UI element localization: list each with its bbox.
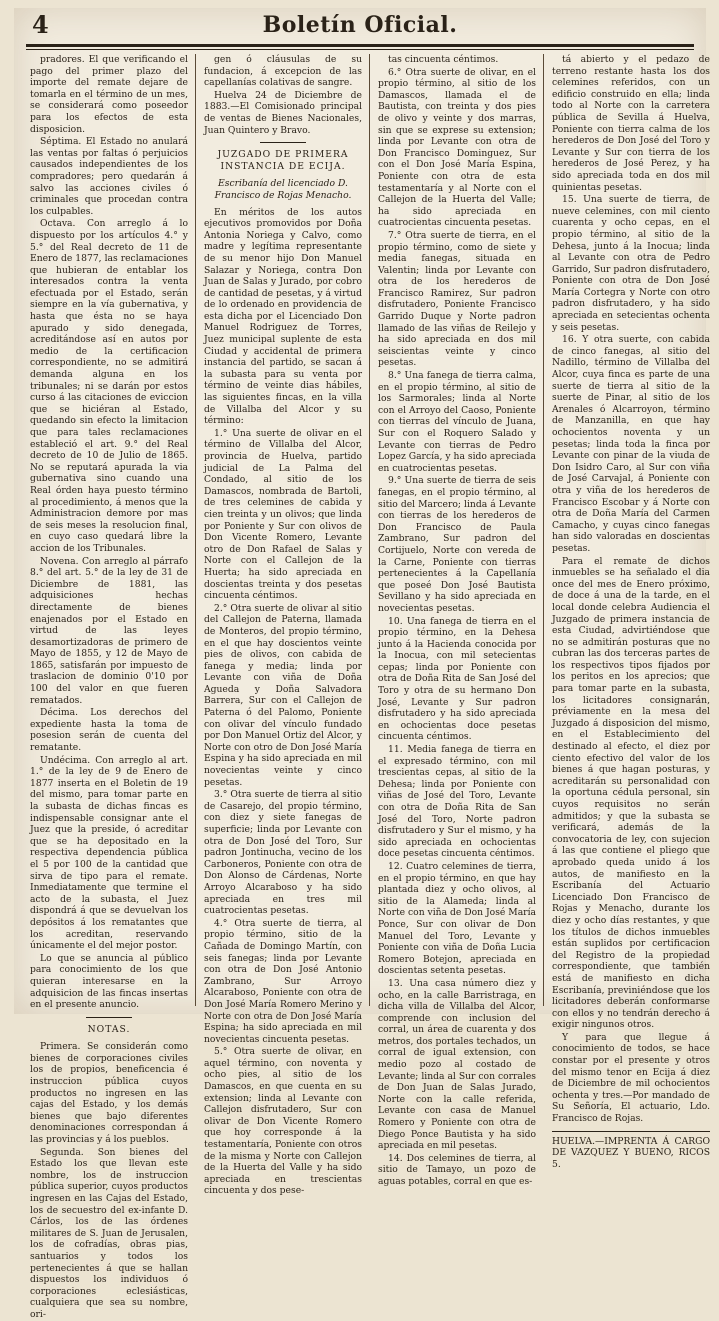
columns-container xyxy=(26,54,710,1320)
col1-notes xyxy=(30,1041,188,1320)
header-rule-thin xyxy=(26,49,694,50)
paragraph: 10. Una fanega de tierra en el propio término, en la Dehesa junto á la Hacienda conocida por la Inocua, con mil setecientas cepas; linda por Poniente con otra de Doña Rita de San José del Toro y otra de su hermano Don José, Levante y Sur padron disfrutadero y ha sido apreciada en ochocientas doce pesetas cincuenta céntimos. xyxy=(378,615,536,743)
paragraph: 4.° Otra suerte de tierra, al propio término, sitio de la Cañada de Domingo Martín, con seis fanegas; linda por Levante con otra de Don José Antonio Zambrano, Sur Arroyo Alcaraboso, Poniente con otra de Don José María Romero Merino y Norte con otra de Don José María Espina; ha sido apreciada en mil novecientas cincuenta pesetas. xyxy=(204,917,362,1045)
column-1 xyxy=(30,54,188,1320)
col1-body xyxy=(30,54,188,1011)
paragraph: 15. Una suerte de tierra, de nueve celemines, con mil ciento cuarenta y ocho cepas, en el propio término, al sitio de la Dehesa, junto á la Inocua; linda al Levante con otra de Pedro Garrido, Sur padron disfrutadero, Poniente con otra de Don José María Cortegra y Norte con otro padron disfrutadero, y ha sido apreciada en setecientas ochenta y seis pesetas. xyxy=(552,194,710,333)
section-subtitle: Escribanía del licenciado D. Francisco de Rojas Menacho. xyxy=(214,178,352,201)
page-number: 4 xyxy=(32,10,49,39)
paragraph: Undécima. Con arreglo al art. 1.° de la ley de 9 de Enero de 1877 inserta en el Boletin de 19 del mismo, para tomar parte en la subasta de dichas fincas es indispensable consignar ante el Juez que la preside, ó acreditar que se ha depositado en la respectiva dependencia pública el 5 por 100 de la cantidad que sirva de tipo para el remate. Inmediatamente que termine el acto de la subasta, el Juez dispondrá á que se devuelvan los depósitos á los rematantes que los acreditan, reservando únicamente el del mejor postor. xyxy=(30,754,188,952)
col2-body xyxy=(204,207,362,1197)
paragraph: 3.° Otra suerte de tierra al sitio de Casarejo, del propio término, con diez y siete fanegas de superficie; linda por Levante con otra de Don José del Toro, Sur padron Jontinucha, vecino de los Carboneros, Poniente con otra de Don Alonso de Cárdenas, Norte Arroyo Alcaraboso y ha sido apreciada en tres mil cuatrocientas pesetas. xyxy=(204,789,362,917)
paragraph: 11. Media fanega de tierra en el expresado término, con mil trescientas cepas, al sitio de la Dehesa; linda por Poniente con viñas de José del Toro, Levante con otra de Doña Rita de San José del Toro, Norte padron disfrutadero y Sur el mismo, y ha sido apreciada en ochocientas doce pesetas cincuenta céntimos. xyxy=(378,744,536,860)
paragraph: 8.° Una fanega de tierra calma, en el propio término, al sitio de los Sarmorales; linda al Norte con el Arroyo del Caoso, Poniente con tierras del vínculo de Juana, Sur con el Roquero Salado y Levante con tierras de Pedro Lopez García, y ha sido apreciada en cuatrocientas pesetas. xyxy=(378,370,536,474)
paragraph: 13. Una casa número diez y ocho, en la calle Barristraga, en dicha villa de Villalba del Alcor, comprende con inclusion del corral, un área de cuarenta y dos metros, dos portales techados, un corral de igual extension, con medio pozo al costado de Levante; linda al Sur con corrales de Don Juan de Salas Jurado, Norte con la calle referida, Levante con casa de Manuel Romero y Poniente con otra de Diego Ponce Bautista y ha sido apreciada en mil pesetas. xyxy=(378,977,536,1152)
masthead xyxy=(14,8,706,48)
paragraph: Séptima. El Estado no anulará las ventas por faltas ó perjuicios causados independientes de los compradores; pero quedarán á salvo las acciones civiles ó criminales que procedan contra los culpables. xyxy=(30,136,188,217)
paragraph: 5.° Otra suerte de olivar, en aquel término, con noventa y ocho pies, al sitio de los Damascos, en que cuenta en su extension; linda al Levante con Callejon disfrutadero, Sur con olivar de Don Vicente Romero que hoy corresponde á la testamentaría, Poniente con otros de la misma y Norte con Callejon de la Huerta del Valle y ha sido apreciada en trescientas cincuenta y dos pese- xyxy=(204,1046,362,1197)
paragraph: Huelva 24 de Diciembre de 1883.—El Comisionado principal de ventas de Bienes Nacionales, Juan Quintero y Bravo. xyxy=(204,89,362,136)
paragraph: Segunda. Son bienes del Estado los que llevan este nombre, los de instruccion pública superior, cuyos productos ingresen en las Cajas del Estado, los de secuestro del ex-infante D. Cárlos, los de las órdenes militares de S. Juan de Jerusalen, los de cofradías, obras pias, santuarios y todos los pertenecientes á que se hallan dispuestos los individuos ó corporaciones eclesiásticas, cualquiera que sea su nombre, ori- xyxy=(30,1146,188,1320)
paragraph: Primera. Se considerán como bienes de corporaciones civiles los de propios, beneficencia é instruccion pública cuyos productos no ingresen en las cajas del Estado, y los demás bienes que bajo diferentes denominaciones correspondan á las provincias y á los pueblos. xyxy=(30,1041,188,1146)
publication-title: Boletín Oficial. xyxy=(262,12,458,38)
notes-title: NOTAS. xyxy=(87,1023,131,1035)
paragraph: 9.° Una suerte de tierra de seis fanegas, en el propio término, al sitio del Marcero; linda á Levante con tierras de los herederos de Don Francisco de Paula Zambrano, Sur padron del Cortijuelo, Norte con vereda de la Carne, Poniente con tierras pertenecientes á la Capellanía que poseé Don José Bautista Sevillano y ha sido apreciada en novecientas pesetas. xyxy=(378,475,536,614)
paragraph: tas cincuenta céntimos. xyxy=(388,54,499,65)
paragraph: En méritos de los autos ejecutivos promovidos por Doña Antonia Noriega y Calvo, como madre y legítima representante de su menor hijo Don Manuel Salazar y Noriega, contra Don Juan de Salas y Jurado, por cobro de cantidad de pesetas, y á virtud de lo ordenado en providencia de esta dicha por el Licenciado Don Manuel Rodriguez de Torres, Juez municipal suplente de esta Ciudad y accidental de primera instancia del partido, se sacan á la subasta para su venta por término de veinte dias hábiles, las siguientes fincas, en la villa de Villalba del Alcor y su término: xyxy=(204,206,362,427)
printer-imprint: HUELVA.—IMPRENTA Á CARGO DE VAZQUEZ Y BUENO, RICOS 5. xyxy=(552,1135,710,1170)
col2-intro xyxy=(204,54,362,136)
paragraph: 1.° Una suerte de olivar en el término de Villalba del Alcor, provincia de Huelva, partido judicial de La Palma del Condado, al sitio de los Damascos, nombrada de Bartoli, de tres celemines de cabida y cien treinta y un olivos; que linda por Poniente y Sur con olivos de Don Vicente Romero, Levante otro de Don Rafael de Salas y Norte con el Callejon de la Huerta; ha sido apreciada en doscientas treinta y dos pesetas cincuenta céntimos. xyxy=(204,427,362,602)
paragraph: pradores. El que verificando el pago del primer plazo del importe del remate dejare de tomarla en el término de un mes, se considerará como poseedor para los efectos de esta disposicion. xyxy=(30,54,188,135)
newspaper-page xyxy=(14,8,710,1320)
separator-rule xyxy=(86,1017,132,1018)
paragraph: Para el remate de dichos inmuebles se ha señalado el dia once del mes de Enero próximo, de doce á una de la tarde, en el local donde celebra Audiencia el Juzgado de primera instancia de esta Ciudad, advirtiéndose que no se admitirán posturas que no cubran las dos terceras partes de los respectivos tipos fijados por los peritos en los aprecios; que para tomar parte en la subasta, los licitadores consignarán, préviamente en la mesa del Juzgado á disposicion del mismo, en el Establecimiento del destinado al efecto, el diez por ciento efectivo del valor de los bienes á que hagan posturas, y acreditarán su personalidad con la oportuna cédula personal, sin cuyos requisitos no serán admitidos; y que la subasta se verificará, además de la convocatoria de ley, con sujecion á las que contiene el pliego que aprobado queda unido á los autos, de manifiesto en la Escribanía del Actuario Licenciado Don Francisco de Rojas y Menacho, durante los diez y ocho días restantes, y que los títulos de dichos inmuebles están suplidos por certificacion del Registro de la propiedad correspondiente, que también está de manifiesto en dicha Escribanía, previniéndose que los licitadores deberán conformarse con ellos y no tendrán derecho á exigir ningunos otros. xyxy=(552,555,710,1031)
column-2 xyxy=(204,54,362,1197)
column-divider xyxy=(369,54,370,1006)
paragraph: 12. Cuatro celemines de tierra, en el propio término, en que hay plantada diez y ocho olivos, al sitio de la Alameda; linda al Norte con viña de Don José María Ponce, Sur con olivar de Don Manuel del Toro, Levante y Poniente con viña de Doña Lucia Romero Botejon, apreciada en doscientas setenta pesetas. xyxy=(378,860,536,977)
column-divider xyxy=(195,54,196,1006)
paragraph: Y para que llegue á conocimiento de todos, se hace constar por el presente y otros del mismo tenor en Ecija á diez de Diciembre de mil ochocientos ochenta y tres.—Por mandado de Su Señoría, El actuario, Ldo. Francisco de Rojas. xyxy=(552,1031,710,1125)
paragraph: gen ó cláusulas de su fundacion, á excepcion de las capellanías colativas de sangre. xyxy=(204,54,362,89)
column-divider xyxy=(543,54,544,1006)
separator-rule xyxy=(260,142,306,143)
column-4 xyxy=(552,54,710,1170)
paragraph: Octava. Con arreglo á lo dispuesto por los artículos 4.° y 5.° del Real decreto de 11 de Enero de 1877, las reclamaciones que hubieran de entablar los interesados contra la venta efectuada por el Estado, serán siempre en la vía gubernativa, y hasta que ésta no se haya apurado y sido denegada, acreditándose así en autos por medio de la certificacion correspondiente, no se admitirá demanda alguna en los tribunales; ni se darán por estos curso á las citaciones de eviccion que se hiciéran al Estado, quedando sin efecto la limitacion que para tales reclamaciones estableció el art. 9.° del Real decreto de 10 de Julio de 1865. No se reputará apurada la via gubernativa sino cuando una Real órden haya puesto término al procedimiento, á menos que la Administracion demore por mas de seis meses la resolucion final, en cuyo caso quedará libre la accion de los Tribunales. xyxy=(30,218,188,554)
paragraph: Décima. Los derechos del expediente hasta la toma de posesion serán de cuenta del rematante. xyxy=(30,707,188,754)
col4-body xyxy=(552,54,710,1125)
column-3 xyxy=(378,54,536,1187)
col3-body xyxy=(378,54,536,1188)
footer-rule xyxy=(552,1131,710,1132)
paragraph: 16. Y otra suerte, con cabida de cinco fanegas, al sitio del Nadillo, término de Villalba del Alcor, cuya finca es parte de una suerte de tierra al sitio de la suerte de Pinar, al sitio de los Arenales ó Alcarroyon, término de Manzanilla, en que hay ochocientos noventa y un pesetas; linda toda la finca por Levante con pinar de la viuda de Don Isidro Caro, al Sur con viña de José Carvajal, á Poniente con otra y viña de los herederos de Francisco Escobar y á Norte con otra de Doña María del Carmen Camacho, y cuyas cinco fanegas han sido valoradas en doscientas pesetas. xyxy=(552,334,710,554)
header-rule xyxy=(26,44,694,47)
paragraph: Lo que se anuncia al público para conocimiento de los que quieran interesarse en la adquisicion de las fincas insertas en el presente anuncio. xyxy=(30,952,188,1011)
paragraph: 14. Dos celemines de tierra, al sitio de Tamayo, un pozo de aguas potables, corral en que es- xyxy=(378,1152,536,1187)
section-title: JUZGADO DE PRIMERA INSTANCIA DE ECIJA. xyxy=(217,149,349,172)
paragraph: tá abierto y el pedazo de terreno restante hasta los dos celemines referidos, con un edificio construido en ella; linda todo al Norte con la carretera pública de Sevilla á Huelva, Poniente con tierra calma de los herederos de Don José del Toro y Levante y Sur con tierra de los herederos de José Perez, y ha sido apreciada toda en dos mil quinientas pesetas. xyxy=(552,54,710,193)
paragraph: 2.° Otra suerte de olivar al sitio del Callejon de Paterna, llamada de Monteros, del propio término, en el que hay doscientos veinte pies de olivos, con cabida de fanega y media; linda por Levante con viña de Doña Agueda y Doña Salvadora Barrera, Sur con el Callejon de Paterna ó del Palomo, Poniente con olivar del vínculo fundado por Don Manuel Ortiz del Alcor, y Norte con otro de Don José María Espina y ha sido apreciada en mil novecientas veinte y cinco pesetas. xyxy=(204,602,362,788)
paragraph: 7.° Otra suerte de tierra, en el propio término, como de siete y media fanegas, situada en Valentin; linda por Levante con otra de los herederos de Francisco Ramirez, Sur padron disfrutadero, Poniente Francisco Garrido Duque y Norte padron llamado de las viñas de Reilejo y ha sido apreciada en dos mil seiscientas veinte y cinco pesetas. xyxy=(378,229,536,369)
paragraph: 6.° Otra suerte de olivar, en el propio término, al sitio de los Damascos, llamada el de Bautista, con treinta y dos pies de olivo y veinte y dos marras, sin que se exprese su extension; linda por Levante con otra de Don Francisco Dominguez, Sur con el Don José María Espina, Poniente con otra de esta testamentaría y al Norte con el Callejon de la Huerta del Valle; ha sido apreciada en cuatrocientas cincuenta pesetas. xyxy=(378,66,536,229)
paragraph: Novena. Con arreglo al párrafo 8.° del art. 5.° de la ley de 31 de Diciembre de 1881, las adquisiciones hechas directamente de bienes enajenados por el Estado en virtud de las leyes desamortizadoras de primero de Mayo de 1855, y 12 de Mayo de 1865, satisfarán por impuesto de traslacion de dominio 0'10 por 100 del valor en que fueren rematados. xyxy=(30,555,188,706)
